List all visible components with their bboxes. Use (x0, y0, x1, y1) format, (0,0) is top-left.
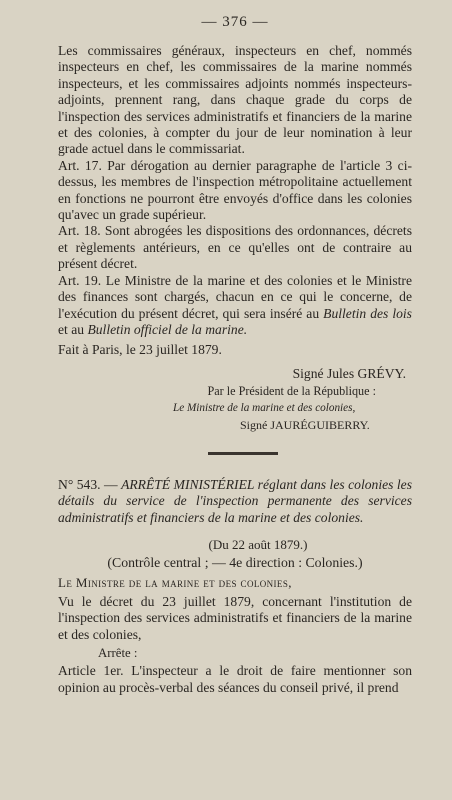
le-ministre: Le Ministre de la marine et des colonies, (58, 574, 292, 590)
signature-grevy: Signé Jules GRÉVY. (292, 365, 406, 381)
arrete-header (58, 477, 412, 526)
arrete-label: Arrête : (98, 646, 138, 661)
bulletin-marine: Bulletin officiel de la marine. (87, 321, 248, 337)
art19-text: Art. 19. Le Ministre de la marine et des colonies et le Ministre des finances sont chargés, chacun en ce qui le concerne, de l'exécution du présent décret, qui sera inséré au (58, 272, 412, 321)
arrete-number: N° 543. — (58, 476, 118, 492)
arrete-date: (Du 22 août 1879.) (208, 536, 308, 552)
arrete-title: ARRÊTÉ MINISTÉRIEL réglant dans les colonies les détails du service de l'inspection permanente des services administratifs et financiers de la marine et des colonies. (58, 476, 412, 525)
signature-ministre: Le Ministre de la marine et des colonies, (173, 401, 356, 414)
vu-paragraph: Vu le décret du 23 juillet 1879, concernant l'institution de l'inspection des services administratifs et financiers de la marine et des colonies, (58, 593, 412, 642)
fait-a-paris: Fait à Paris, le 23 juillet 1879. (58, 342, 222, 358)
controle-central: (Contrôle central ; — 4e direction : Colonies.) (107, 554, 363, 570)
signature-jaureguiberry: Signé JAURÉGUIBERRY. (240, 417, 370, 432)
paragraph-art18: Art. 18. Sont abrogées les dispositions des ordonnances, décrets et règlements antérieurs, en ce qu'elles ont de contraire au présent décret. (58, 223, 412, 272)
paragraph-art19 (58, 273, 412, 339)
article-1: Article 1er. L'inspecteur a le droit de faire mentionner son opinion au procès-verbal des séances du conseil privé, il prend (58, 663, 412, 695)
art19-and: et au (58, 321, 85, 337)
page-number: — 376 — (201, 14, 269, 30)
paragraph-art17: Art. 17. Par dérogation au dernier paragraphe de l'article 3 ci-dessus, les membres de l'inspection métropolitaine actuellement en fonctions ne pourront être envoyés d'office dans les colonies qu'avec un grade supérieur. (58, 157, 412, 223)
paragraph-rank: Les commissaires généraux, inspecteurs en chef, nommés inspecteurs en chef, les commissaires de la marine nommés inspecteurs, et les commissaires adjoints nommés inspecteurs-adjoints, prennent rang, dans chaque grade du corps de l'inspection des services administratifs et financiers de la marine et des colonies, à compter du jour de leur nomination à leur grade actuel dans le commissariat. (58, 43, 412, 157)
signature-president: Par le Président de la République : (207, 383, 376, 398)
section-divider (208, 452, 278, 455)
bulletin-lois: Bulletin des lois (323, 305, 412, 321)
